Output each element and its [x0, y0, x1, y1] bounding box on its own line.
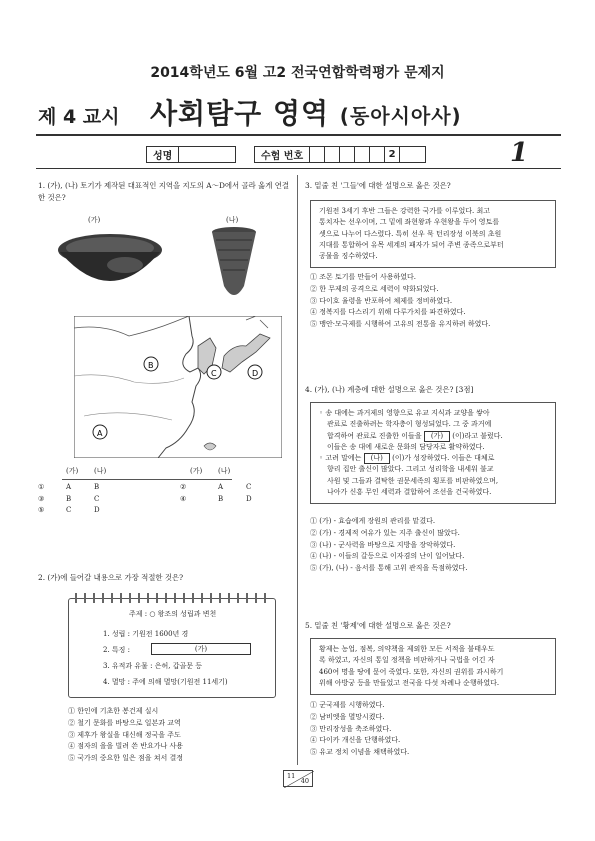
q3-passage-line: 지대를 통합하여 유목 세계의 패자가 되어 주변 종족으로부터: [319, 240, 504, 249]
q5-option[interactable]: ⑤ 유교 정치 이념을 채택하였다.: [310, 748, 410, 757]
map-marker-b: B: [148, 361, 154, 370]
notebook-spiral: [75, 593, 269, 603]
page-number: 1: [510, 138, 529, 168]
page-counter-current: 11: [287, 772, 296, 780]
name-label: 성명: [147, 147, 179, 162]
q2-note-line: 3. 유적과 유물 : 은허, 갑골문 등: [103, 662, 202, 670]
q3-option[interactable]: ① 조몬 토기를 만들어 사용하였다.: [310, 273, 417, 281]
q2-note-line: 2. 특징 :: [103, 646, 131, 654]
q1-col-header: (나): [218, 467, 231, 475]
q3-passage-line: 기원전 3세기 후반 그들은 강력한 국가를 이루었다. 최고: [319, 207, 491, 215]
q2-note-title: 주제 : ○ 왕조의 성립과 변천: [129, 610, 217, 618]
header-rule: [36, 134, 561, 136]
q5-passage-line: 위해 아방궁 등을 만들었고 전국을 다섯 차례나 순행하였다.: [319, 678, 500, 687]
exam-number-label: 수험 번호: [255, 147, 310, 162]
q2-option[interactable]: ⑤ 국가의 중요한 일은 점을 쳐서 결정: [68, 754, 184, 763]
q5-passage-box: [310, 638, 556, 695]
q3-options: [310, 272, 560, 331]
map-marker-a: A: [97, 429, 103, 438]
q5-option[interactable]: ④ 다이카 개신을 단행하였다.: [310, 736, 401, 745]
q4-option[interactable]: ② (가) - 경제적 여유가 있는 지주 출신이 많았다.: [310, 528, 460, 537]
q2-option[interactable]: ③ 제후가 왕실을 대신해 정국을 주도: [68, 730, 181, 739]
q4-options: [310, 516, 560, 575]
q1-col-header: (가): [190, 467, 203, 475]
comb-pattern-pottery-image: [208, 226, 260, 306]
q1-stem: 1. (가), (나) 토기가 제작된 대표적인 지역을 지도의 A～D에서 골라 옳게 연결한 것은?: [38, 181, 290, 202]
q4-option[interactable]: ① (가) - 효습에게 장원의 관리를 맡겼다.: [310, 517, 436, 525]
page-counter: [283, 770, 313, 787]
q2-note-line: 1. 성립 : 기원전 1600년 경: [103, 630, 189, 638]
q3-option[interactable]: ② 한 무제의 공격으로 세력이 약화되었다.: [310, 284, 439, 293]
q2-option[interactable]: ④ 점자의 을을 빌려 쓴 반요가나 사용: [68, 742, 184, 751]
q4-blank-ga: (가): [424, 431, 450, 442]
q4-passage-line: ◦ 송 대에는 과거제의 영향으로 유교 지식과 교양을 쌓아: [319, 409, 490, 417]
q1-label-ga: (가): [88, 216, 101, 224]
q4-passage-line: 사원 및 그들과 결탁한 권문세족의 횡포를 비판하였으며,: [327, 476, 499, 485]
q4-passage-line: 이들은 송 대에 새로운 문화의 담당자로 활약하였다.: [327, 442, 485, 451]
exam-number-cell[interactable]: [340, 147, 355, 162]
q2-notebook: [68, 598, 276, 698]
header-rule-2: [36, 168, 561, 169]
q4-passage-line: 합격하여 관료로 진출한 이들을 (가) (이)라고 불렀다.: [327, 431, 503, 440]
q3-passage-line: 셋으로 나누어 다스렸다. 특히 선우 묵 턴리장성 이북의 초원: [319, 229, 502, 238]
q3-option[interactable]: ③ 다이호 율령을 반포하여 체제를 정비하였다.: [310, 296, 453, 305]
exam-number-cell[interactable]: [400, 147, 415, 162]
exam-number-box: [254, 146, 426, 163]
q4-passage-line: ◦ 고려 말에는 (나) (이)가 성장하였다. 이들은 대체로: [319, 454, 495, 463]
q1-option-row[interactable]: ⑤ C D: [38, 506, 100, 515]
q5-option[interactable]: ① 군국제를 시행하였다.: [310, 701, 385, 709]
map-marker-c: C: [211, 369, 217, 378]
q4-passage-box: [310, 402, 556, 504]
exam-number-cell[interactable]: [325, 147, 340, 162]
name-box: [146, 146, 236, 163]
q4-option[interactable]: ⑤ (가), (나) - 음서를 통해 고위 관직을 독점하였다.: [310, 564, 468, 573]
q1-col-header: (나): [94, 467, 107, 475]
q1-option-row[interactable]: ③ B C ④ B D: [38, 494, 252, 503]
subject-sub: (동아시아사): [339, 104, 462, 128]
q5-option[interactable]: ② 남비엣을 멸망시켰다.: [310, 712, 385, 721]
q2-note-line: 4. 멸망 : 주에 의해 멸망(기원전 11세기): [103, 678, 228, 686]
exam-number-digit: 2: [385, 147, 400, 162]
exam-number-cell[interactable]: [370, 147, 385, 162]
q1-label-na: (나): [226, 216, 239, 224]
q3-stem: 3. 밑줄 친 '그들'에 대한 설명으로 옳은 것은?: [305, 181, 451, 190]
exam-title: 2014학년도 6월 고2 전국연합학력평가 문제지: [150, 65, 445, 81]
q3-passage-line: 공물을 징수하였다.: [319, 252, 378, 261]
q4-passage-line: 향리 집안 출신이 많았다. 그리고 성리학을 내세워 불교: [327, 465, 494, 474]
east-asia-map: [74, 316, 282, 458]
q3-passage-line: 통치자는 선우이며, 그 밑에 좌현왕과 우현왕을 두어 영토를: [319, 218, 500, 227]
map-marker-d: D: [252, 369, 259, 378]
subject-title: [150, 92, 462, 132]
q2-option[interactable]: ① 한인에 기초한 봉건제 실시: [68, 707, 159, 715]
q4-passage-line: 관료로 진출하려는 학자층이 형성되었다. 그 중 과거에: [327, 420, 492, 429]
q2-options: [68, 706, 288, 765]
q5-options: [310, 700, 560, 759]
q2-blank-box: (가): [151, 643, 251, 655]
q5-option[interactable]: ③ 만리장성을 축조하였다.: [310, 724, 392, 733]
period-label: 제 4 교시: [38, 106, 120, 128]
q3-passage-box: [310, 200, 556, 268]
pottery-bowl-image: [55, 225, 165, 295]
q4-option[interactable]: ③ (나) - 군사력을 바탕으로 지방을 장악하였다.: [310, 540, 456, 549]
exam-number-cell[interactable]: [355, 147, 370, 162]
q2-stem: 2. (가)에 들어갈 내용으로 가장 적절한 것은?: [38, 573, 184, 582]
q4-blank-na: (나): [364, 453, 390, 464]
q3-option[interactable]: ④ 정복지를 다스리기 위해 다루가치를 파견하였다.: [310, 308, 466, 317]
q1-option-row[interactable]: ① A B ② A C: [38, 482, 252, 491]
subject-main: 사회탐구 영역: [150, 97, 330, 130]
q5-passage-line: 460여 명을 땅에 묻어 죽였다. 또한, 자신의 권위를 과시하기: [319, 667, 504, 676]
q4-option[interactable]: ④ (나) - 이들의 갈등으로 이자겸의 난이 일어났다.: [310, 552, 465, 561]
q4-passage-line: 나아가 신흥 무인 세력과 결합하여 조선을 건국하였다.: [327, 488, 492, 497]
q1-col-header: (가): [66, 467, 79, 475]
exam-number-cell[interactable]: [310, 147, 325, 162]
q3-option[interactable]: ⑤ 맹안·모극제를 시행하여 고유의 전통을 유지하려 하였다.: [310, 320, 491, 329]
q4-stem: 4. (가), (나) 계층에 대한 설명으로 옳은 것은? [3점]: [305, 385, 474, 394]
q1-options: [38, 466, 290, 517]
page-counter-total: 40: [300, 777, 309, 785]
column-divider: [297, 175, 298, 765]
q5-stem: 5. 밑줄 친 '황제'에 대한 설명으로 옳은 것은?: [305, 621, 451, 630]
q5-passage-line: 록 하였고, 자신의 통일 정책을 비판하거나 국법을 어긴 자: [319, 656, 495, 665]
q5-passage-line: 황제는 농업, 점복, 의약책을 제외한 모든 서적을 불태우도: [319, 645, 495, 653]
q2-option[interactable]: ② 철기 문화를 바탕으로 일본과 교역: [68, 718, 181, 727]
